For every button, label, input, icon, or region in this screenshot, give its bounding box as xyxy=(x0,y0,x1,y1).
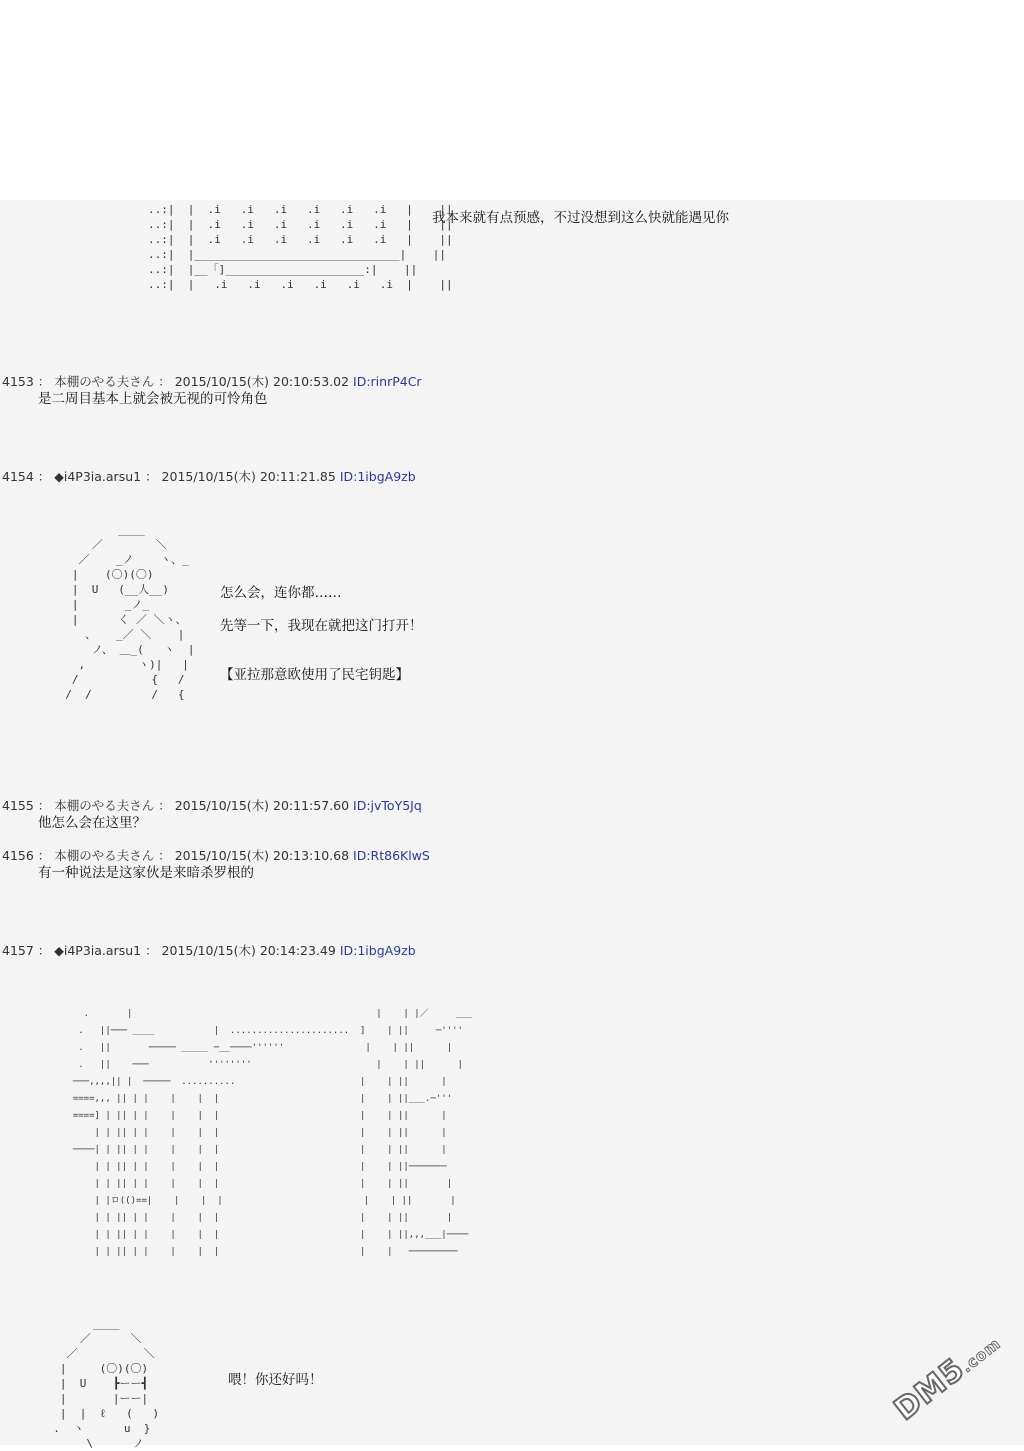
thread-page xyxy=(0,200,1024,1450)
post-number: 4157 xyxy=(2,943,34,958)
speech-line: 怎么会，连你都…… xyxy=(220,585,342,601)
post-author: 本棚のやる夫さん xyxy=(54,848,155,863)
post-id: ID:jvToY5Jq xyxy=(353,798,422,813)
post-number: 4156 xyxy=(2,848,34,863)
post-id: ID:1ibgA9zb xyxy=(339,943,416,958)
post-id: ID:1ibgA9zb xyxy=(339,469,416,484)
post-id: ID:rinrP4Cr xyxy=(353,374,422,389)
post-header: 4157 ： ◆i4P3ia.arsu1 ： 2015/10/15(木) 20:14:23.49 ID:1ibgA9zb xyxy=(2,943,416,958)
post-date: 2015/10/15(木) 20:10:53.02 xyxy=(174,374,350,389)
speech-narration: 【亚拉那意欧使用了民宅钥匙】 xyxy=(220,667,409,683)
post-id: ID:Rt86KlwS xyxy=(353,848,430,863)
post-author: 本棚のやる夫さん xyxy=(54,798,155,813)
post-date: 2015/10/15(木) 20:14:23.49 xyxy=(161,943,336,958)
post-header: 4155 ： 本棚のやる夫さん ： 2015/10/15(木) 20:11:57.60 ID:jvToY5Jq xyxy=(2,798,422,813)
post-author: ◆i4P3ia.arsu1 xyxy=(54,469,142,484)
post-number: 4155 xyxy=(2,798,34,813)
watermark-suffix: .com xyxy=(957,1334,1005,1377)
post-date: 2015/10/15(木) 20:11:57.60 xyxy=(174,798,350,813)
watermark-text: DM5 xyxy=(888,1351,972,1428)
post-number: 4154 xyxy=(2,469,34,484)
speech-line: 先等一下，我现在就把这门打开！ xyxy=(220,618,423,634)
post-header: 4154 ： ◆i4P3ia.arsu1 ： 2015/10/15(木) 20:11:21.85 ID:1ibgA9zb xyxy=(2,469,416,484)
post-body: 有一种说法是这家伙是来暗杀罗根的 xyxy=(38,865,254,881)
speech-line: 喂！你还好吗！ xyxy=(228,1372,323,1388)
post-body: 他怎么会在这里？ xyxy=(38,815,146,831)
post-header: 4153 ： 本棚のやる夫さん ： 2015/10/15(木) 20:10:53.02 ID:rinrP4Cr xyxy=(2,374,422,389)
post-author: 本棚のやる夫さん xyxy=(54,374,155,389)
ascii-art-door: ..:| | .i .i .i .i .i .i | || ..:| | .i .i .i .i .i .i | || ..:| | .i .i .i .i .i .i | || ..:| |_______________________________| || ..:| |__「]_____________________:| || ..:| | .i .i .i .i .i .i | || xyxy=(148,203,453,291)
post-date: 2015/10/15(木) 20:11:21.85 xyxy=(161,469,336,484)
ascii-art-face: ____ ／ ＼ ／ ＼ | (〇)(〇) | U ┣ーー┫ | |ーー| | | ℓ ( ) . ヽ u } \ ノ xyxy=(53,1317,160,1450)
post-date: 2015/10/15(木) 20:13:10.68 xyxy=(174,848,350,863)
post-body: 是二周目基本上就会被无视的可怜角色 xyxy=(38,391,268,407)
post-number: 4153 xyxy=(2,374,34,389)
ascii-art-face: ____ ／ ＼ ／ _ノ ヽ、_ | (〇)(〇) | U (__人__) | _ノ_ | く ／ ＼ヽ、 、 _／ ＼ | ノ、 ＿_( ヽ | , ヽ)| | / { / / / / { xyxy=(65,523,195,701)
ascii-art-alley: . | | | |／ ___ . ||─── ____ | ...................... ] | || ─'''' . || ───── _____ ─__────'''''' | | || | . || ─── '''''''' | | || | ───,,,,|| | ───── .......... | | || | ====,,, || | | | | | | | ||___.─''' ====] | || | | | | | | | || | | | || | | | | | | | || | ────| | || | | | | | | | || | | | || | | | | | | | ||─────── | | || | | | | | | | || | | |ロ(()==| | | | | | || | | | || | | | | | | | || | | | || | | | | | | | ||,,,___|──── | | || | | | | | | | ───────── xyxy=(72,1009,472,1257)
speech-top-line: 我本来就有点预感，不过没想到这么快就能遇见你 xyxy=(432,210,729,226)
blank-top-area xyxy=(0,0,1024,200)
post-header: 4156 ： 本棚のやる夫さん ： 2015/10/15(木) 20:13:10.68 ID:Rt86KlwS xyxy=(2,848,430,863)
post-author: ◆i4P3ia.arsu1 xyxy=(54,943,142,958)
